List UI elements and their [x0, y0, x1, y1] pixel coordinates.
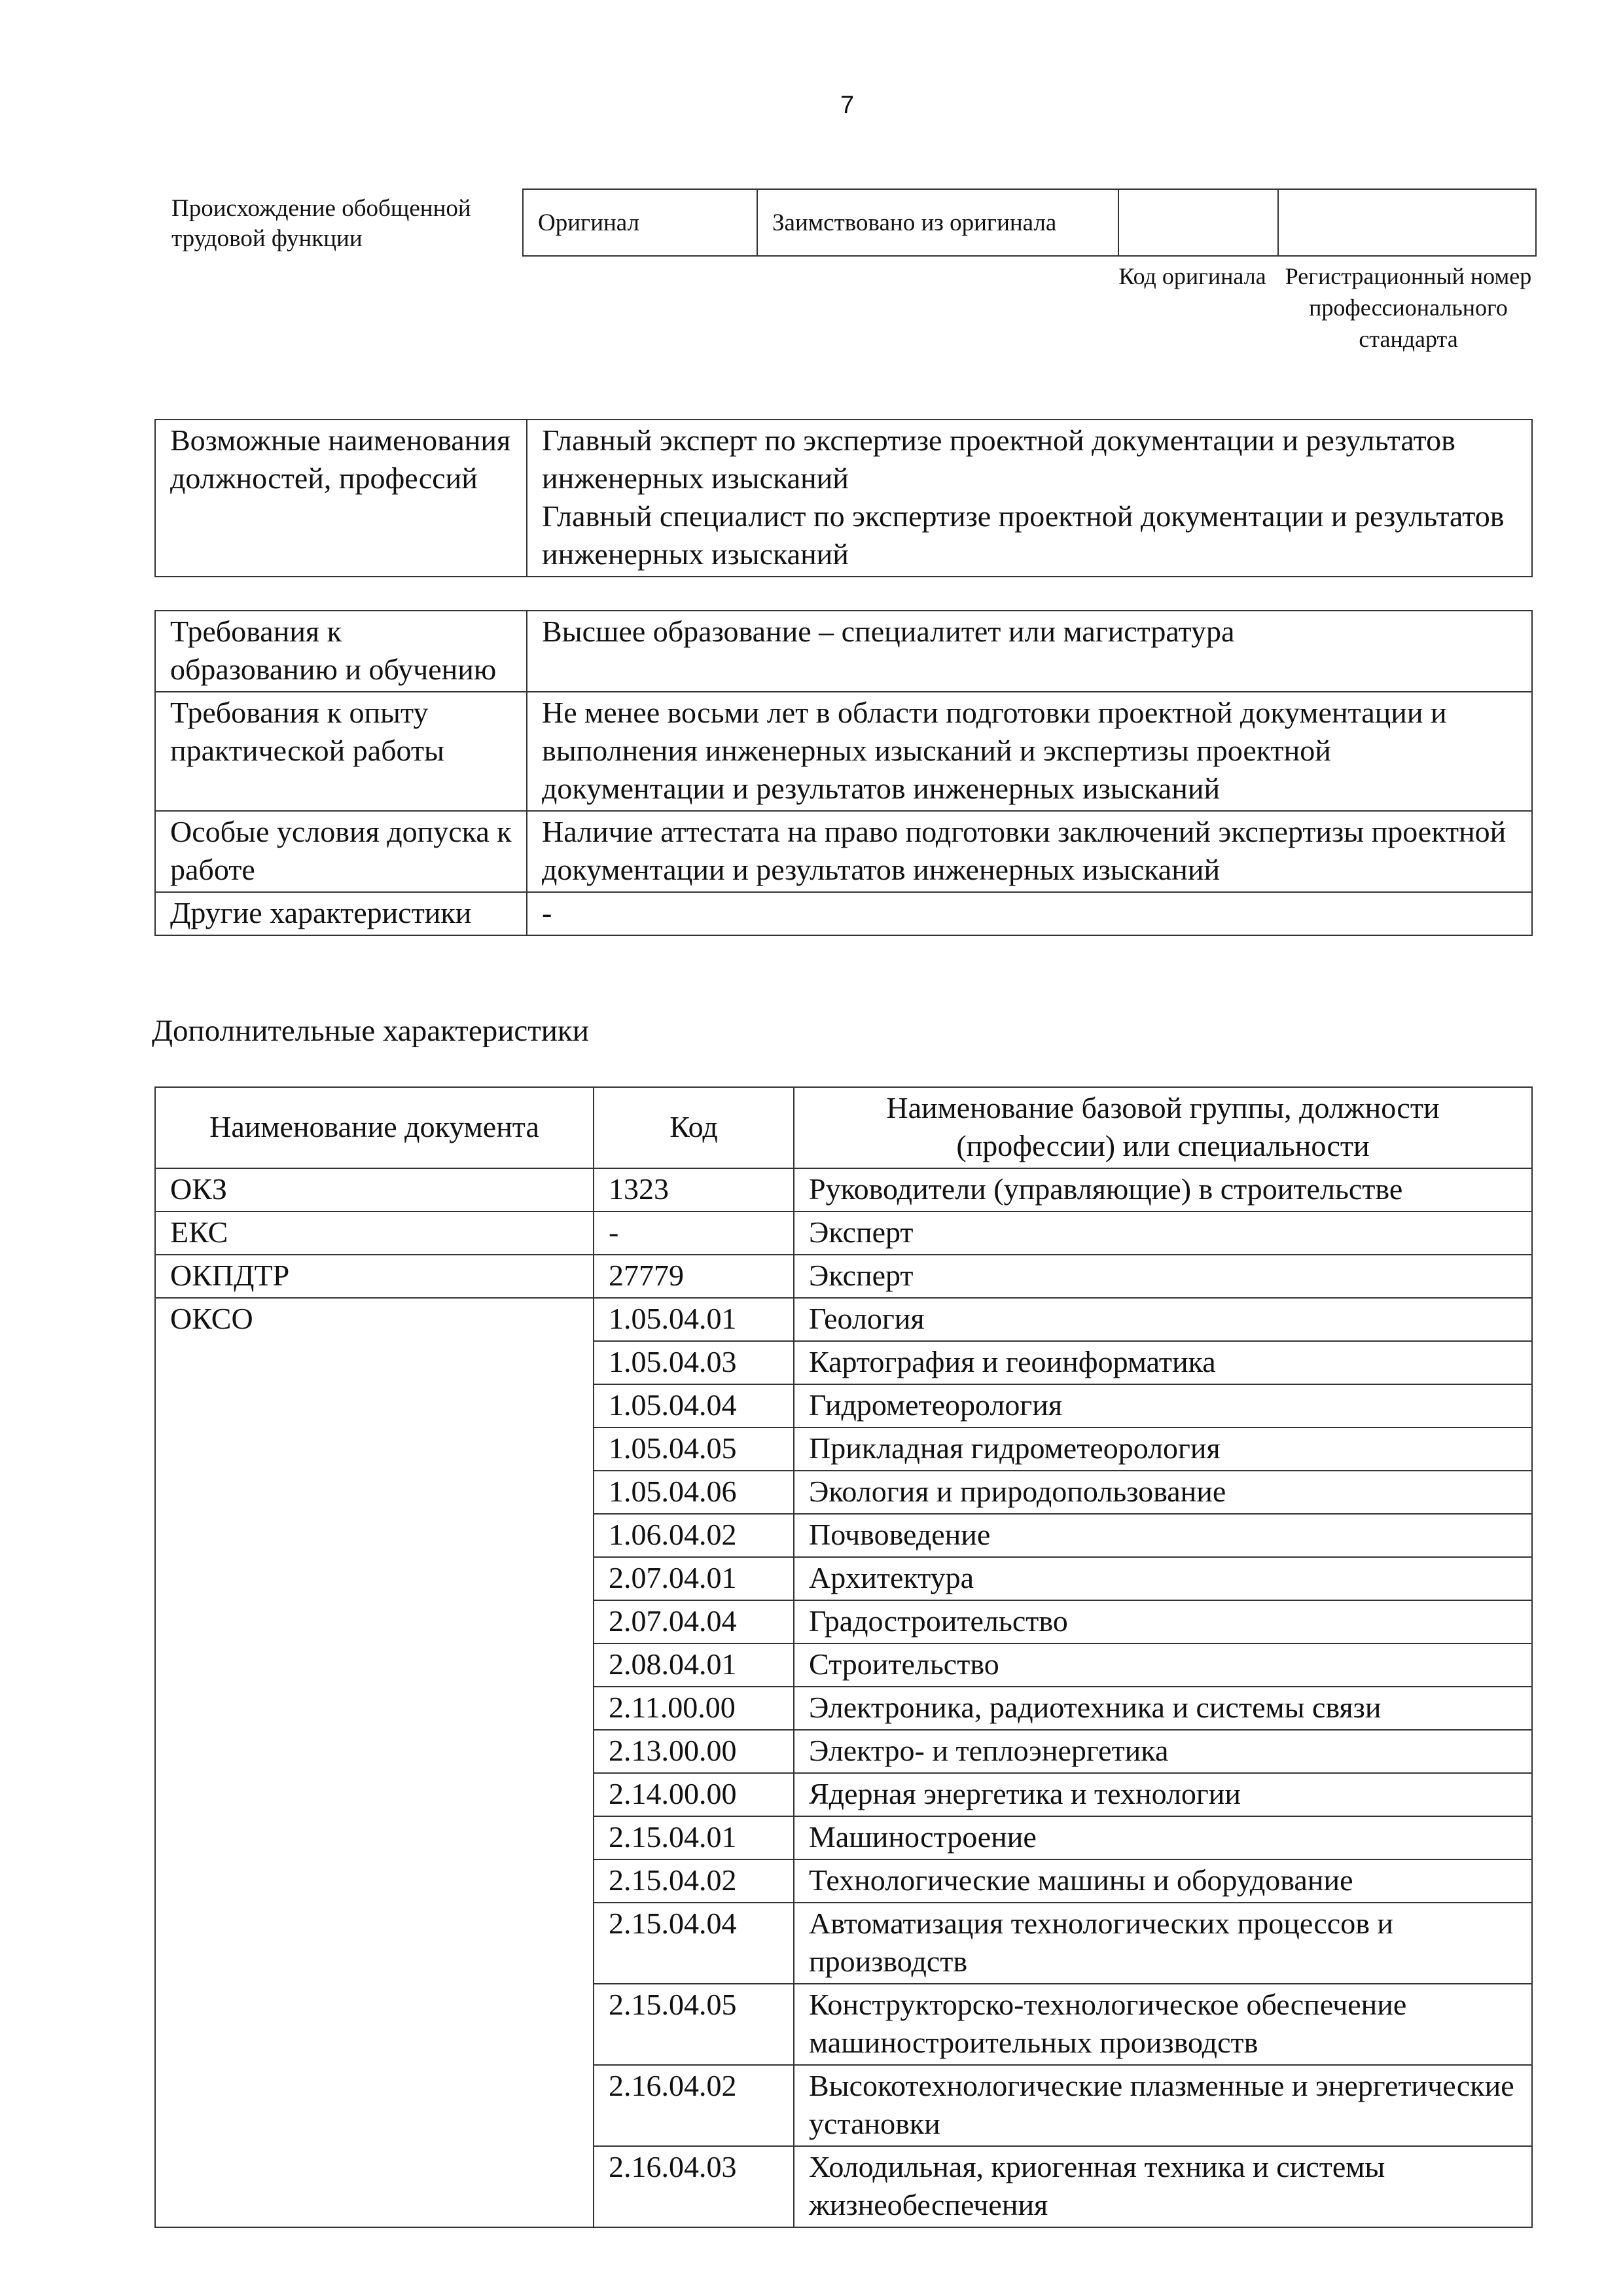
- additional-table: [154, 1086, 1533, 2228]
- name-cell: Геология: [794, 1298, 1532, 1341]
- code-cell: 2.15.04.02: [594, 1859, 794, 1903]
- origin-code-cell: [1118, 189, 1278, 256]
- header-document: Наименование документа: [155, 1087, 594, 1168]
- name-cell: Руководители (управляющие) в строительстве: [794, 1168, 1532, 1211]
- code-cell: 2.16.04.02: [594, 2065, 794, 2146]
- name-cell: Эксперт: [794, 1255, 1532, 1298]
- code-cell: 1.06.04.02: [594, 1514, 794, 1557]
- requirement-value: Не менее восьми лет в области подготовки проектной документации и выполнения инженерных изысканий и экспертизы проектной документации и результатов инженерных изысканий: [527, 692, 1532, 811]
- position-item: Главный специалист по экспертизе проектной документации и результатов инженерных изысканий: [542, 499, 1505, 571]
- name-cell: Конструкторско-технологическое обеспечение машиностроительных производств: [794, 1984, 1532, 2065]
- requirement-label: Особые условия допуска к работе: [155, 811, 527, 892]
- code-cell: 1.05.04.05: [594, 1427, 794, 1471]
- name-cell: Электро- и теплоэнергетика: [794, 1730, 1532, 1773]
- code-cell: 1.05.04.01: [594, 1298, 794, 1341]
- code-cell: 2.07.04.01: [594, 1557, 794, 1600]
- position-item: Главный эксперт по экспертизе проектной документации и результатов инженерных изысканий: [542, 423, 1455, 495]
- name-cell: Почвоведение: [794, 1514, 1532, 1557]
- page-number: 7: [840, 92, 855, 119]
- code-cell: 2.16.04.03: [594, 2146, 794, 2227]
- requirement-label: Требования к образованию и обучению: [155, 611, 527, 692]
- table-row: [155, 1211, 1532, 1255]
- name-cell: Архитектура: [794, 1557, 1532, 1600]
- doc-cell: ОКЗ: [155, 1168, 594, 1211]
- positions-table: [154, 419, 1533, 577]
- name-cell: Высокотехнологические плазменные и энергетические установки: [794, 2065, 1532, 2146]
- positions-label: Возможные наименования должностей, профессий: [155, 420, 527, 577]
- requirement-row: [155, 611, 1532, 692]
- positions-values: [527, 420, 1532, 577]
- requirement-row: [155, 692, 1532, 811]
- code-cell: 2.15.04.05: [594, 1984, 794, 2065]
- name-cell: Технологические машины и оборудование: [794, 1859, 1532, 1903]
- code-cell: 2.13.00.00: [594, 1730, 794, 1773]
- origin-table: [522, 188, 1537, 257]
- origin-borrowed-cell: Заимствовано из оригинала: [757, 189, 1118, 256]
- code-cell: 27779: [594, 1255, 794, 1298]
- code-cell: 1.05.04.04: [594, 1384, 794, 1427]
- name-cell: Строительство: [794, 1643, 1532, 1687]
- code-cell: 2.11.00.00: [594, 1687, 794, 1730]
- code-cell: -: [594, 1211, 794, 1255]
- requirements-table: [154, 610, 1533, 936]
- origin-original-cell: Оригинал: [523, 189, 757, 256]
- doc-cell: ОКСО: [155, 1298, 594, 2227]
- table-row: [155, 1298, 1532, 1341]
- code-cell: 1.05.04.06: [594, 1471, 794, 1514]
- requirement-row: [155, 811, 1532, 892]
- table-row: [155, 1168, 1532, 1211]
- code-cell: 2.14.00.00: [594, 1773, 794, 1816]
- requirement-value: Наличие аттестата на право подготовки заключений экспертизы проектной документации и результатов инженерных изысканий: [527, 811, 1532, 892]
- code-cell: 1.05.04.03: [594, 1341, 794, 1384]
- code-cell: 2.08.04.01: [594, 1643, 794, 1687]
- code-cell: 2.15.04.01: [594, 1816, 794, 1859]
- requirement-value: -: [527, 892, 1532, 935]
- table-row: [155, 1255, 1532, 1298]
- name-cell: Машиностроение: [794, 1816, 1532, 1859]
- code-cell: 2.15.04.04: [594, 1903, 794, 1984]
- name-cell: Электроника, радиотехника и системы связи: [794, 1687, 1532, 1730]
- requirement-value: Высшее образование – специалитет или магистратура: [527, 611, 1532, 692]
- name-cell: Холодильная, криогенная техника и системы жизнеобеспечения: [794, 2146, 1532, 2227]
- name-cell: Градостроительство: [794, 1600, 1532, 1643]
- doc-cell: ОКПДТР: [155, 1255, 594, 1298]
- name-cell: Автоматизация технологических процессов и производств: [794, 1903, 1532, 1984]
- additional-title: Дополнительные характеристики: [152, 1014, 589, 1048]
- caption-code: Код оригинала: [1118, 263, 1266, 289]
- origin-reg-number-cell: [1278, 189, 1536, 256]
- name-cell: Гидрометеорология: [794, 1384, 1532, 1427]
- requirement-label: Требования к опыту практической работы: [155, 692, 527, 811]
- origin-label: Происхождение обобщенной трудовой функции: [171, 195, 471, 252]
- additional-header-row: [155, 1087, 1532, 1168]
- caption-reg-number: Регистрационный номер профессионального стандарта: [1285, 263, 1532, 352]
- name-cell: Эксперт: [794, 1211, 1532, 1255]
- doc-cell: ЕКС: [155, 1211, 594, 1255]
- name-cell: Картография и геоинформатика: [794, 1341, 1532, 1384]
- requirement-row: [155, 892, 1532, 935]
- header-code: Код: [594, 1087, 794, 1168]
- name-cell: Экология и природопользование: [794, 1471, 1532, 1514]
- code-cell: 1323: [594, 1168, 794, 1211]
- name-cell: Ядерная энергетика и технологии: [794, 1773, 1532, 1816]
- header-name: Наименование базовой группы, должности (профессии) или специальности: [794, 1087, 1532, 1168]
- code-cell: 2.07.04.04: [594, 1600, 794, 1643]
- name-cell: Прикладная гидрометеорология: [794, 1427, 1532, 1471]
- requirement-label: Другие характеристики: [155, 892, 527, 935]
